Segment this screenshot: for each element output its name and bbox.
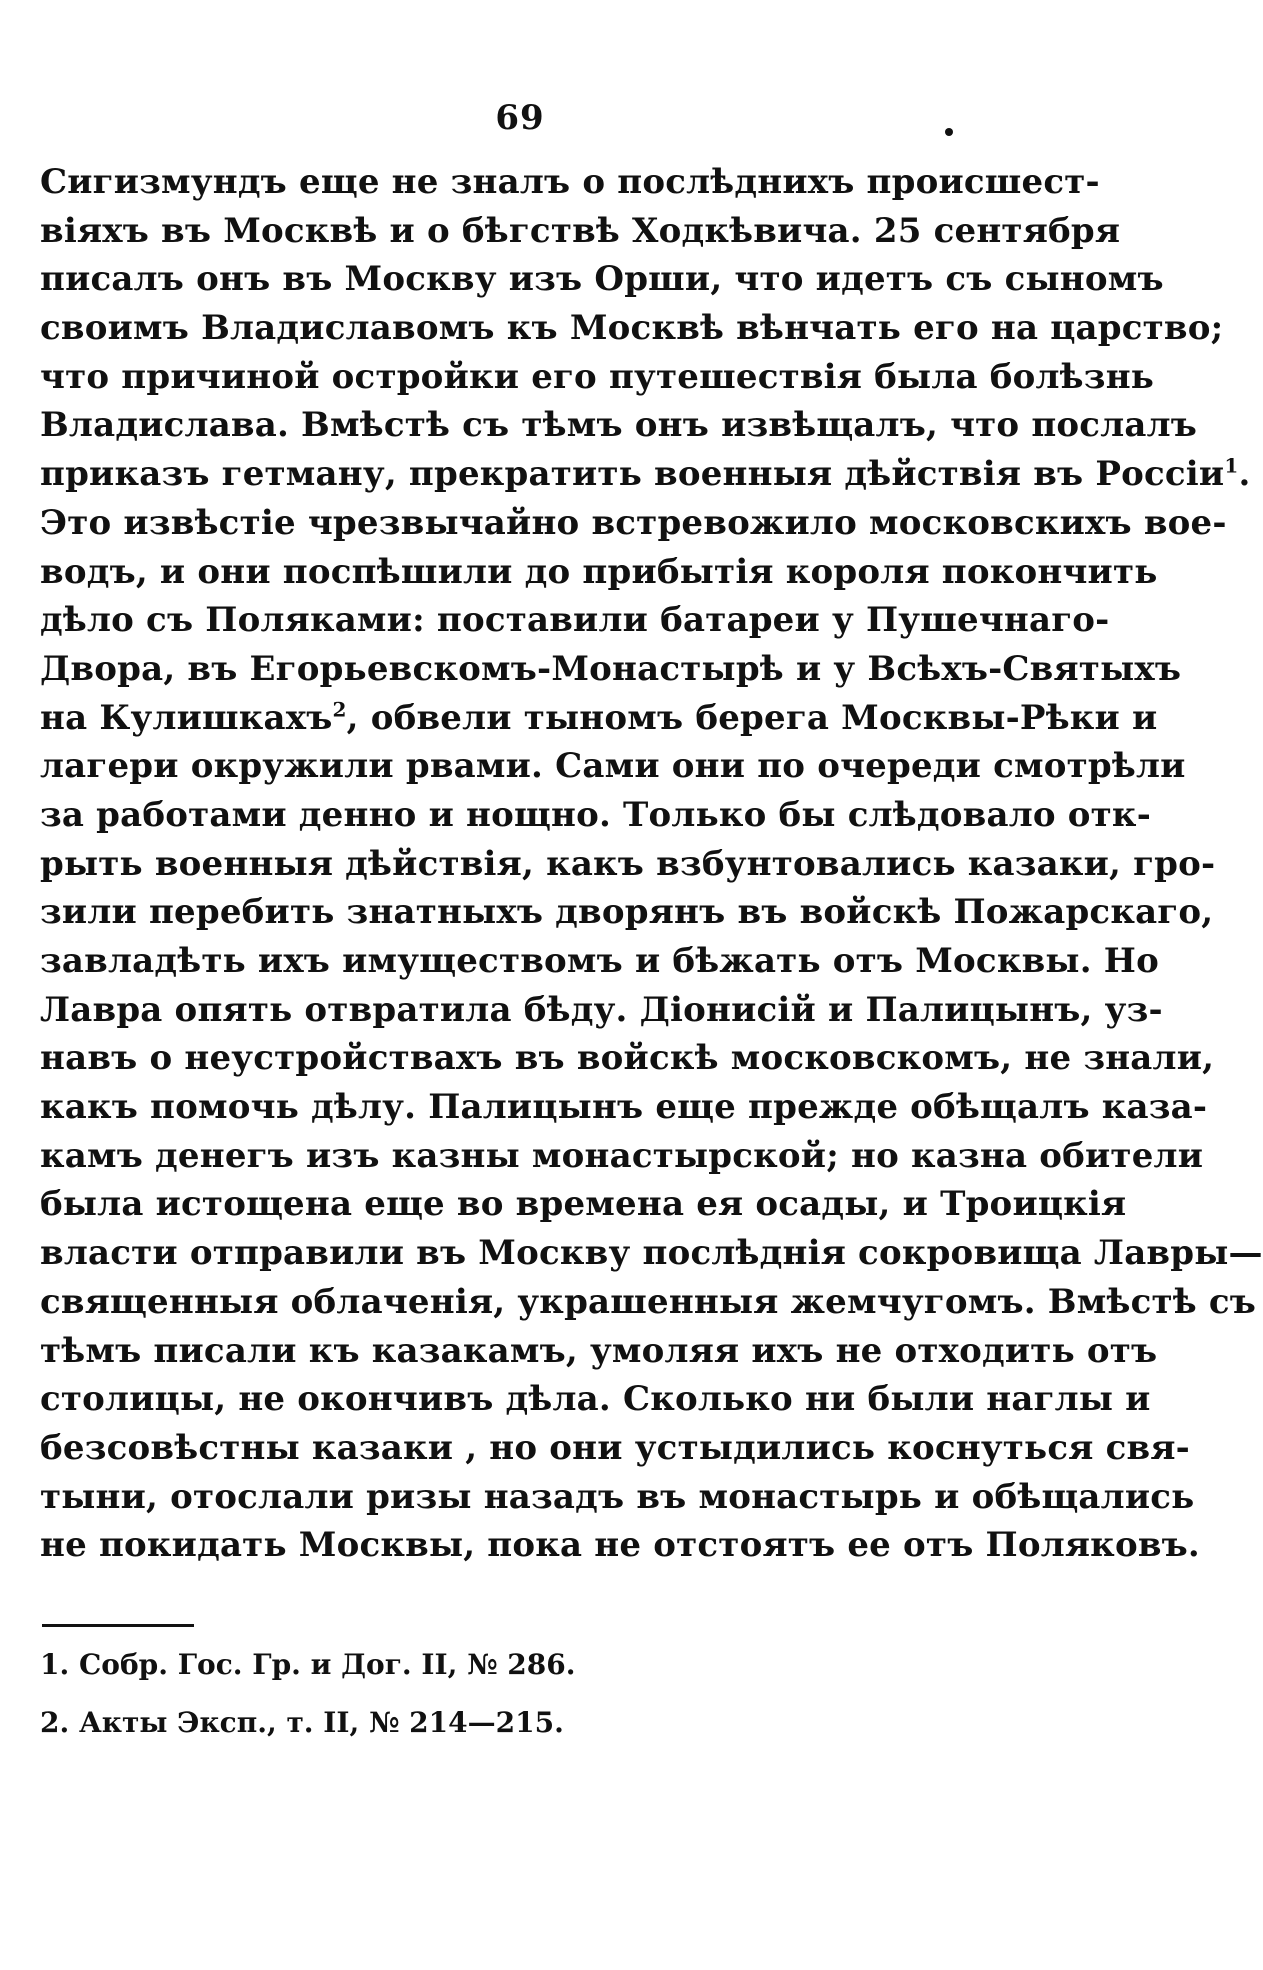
text-line: дѣло съ Поляками: поставили батареи у Пушечнаго- [40,600,1110,641]
text-line: какъ помочь дѣлу. Палицынъ еще прежде обѣщалъ каза- [40,1087,1208,1128]
text-line: тѣмъ писали къ казакамъ, умоляя ихъ не отходить отъ [40,1330,1158,1371]
text-line: священныя облаченія, украшенныя жемчугомъ. Вмѣстѣ съ [40,1281,1257,1322]
footnote-marker-2: 2 [332,697,347,722]
text-line-tail: , обвели тыномъ берега Москвы-Рѣки и [346,697,1158,738]
text-line: что причиной остройки его путешествія была болѣзнь [40,356,1155,397]
text-line: была истощена еще во времена ея осады, и Троицкія [40,1184,1127,1225]
text-line-body: приказъ гетману, прекратить военныя дѣйствія въ Россіи [40,454,1225,495]
page-number: 69 [495,98,545,138]
text-line: столицы, не окончивъ дѣла. Сколько ни были наглы и [40,1379,1151,1420]
text-line: Лавра опять отвратила бѣду. Діонисій и Палицынъ, уз- [40,989,1163,1030]
text-line: рыть военныя дѣйствія, какъ взбунтовались казаки, гро- [40,843,1216,884]
text-line: віяхъ въ Москвѣ и о бѣгствѣ Ходкѣвича. 25 сентября [40,210,1121,251]
text-line: безсовѣстны казаки , но они устыдились коснуться свя- [40,1427,1190,1468]
print-mark-dot [945,128,953,136]
text-line: Двора, въ Егорьевскомъ-Монастырѣ и у Всѣхъ-Святыхъ [40,648,1182,689]
text-line: писалъ онъ въ Москву изъ Орши, что идетъ съ сыномъ [40,259,1164,300]
text-line: водъ, и они поспѣшили до прибытія короля покончить [40,551,1158,592]
text-line: Владислава. Вмѣстѣ съ тѣмъ онъ извѣщалъ, что послалъ [40,405,1198,446]
text-line: за работами денно и нощно. Только бы слѣдовало отк- [40,794,1151,835]
text-line: Сигизмундъ еще не зналъ о послѣднихъ происшест- [40,162,1100,202]
text-line: лагери окружили рвами. Сами они по очереди смотрѣли [40,746,1186,787]
footnote-2: 2. Акты Эксп., т. II, № 214—215. [40,1706,564,1739]
footnote-1: 1. Собр. Гос. Гр. и Дог. II, № 286. [40,1648,576,1681]
footnote-marker-1: 1 [1224,453,1239,478]
text-line-with-footnote: приказъ гетману, прекратить военныя дѣйствія въ Россіи$^1$. [40,453,1251,495]
main-text [40,158,1263,1570]
text-line: Это извѣстіе чрезвычайно встревожило московскихъ вое- [40,502,1227,543]
text-line: камъ денегъ изъ казны монастырской; но казна обители [40,1135,1204,1176]
footnote-divider [42,1624,194,1627]
text-line: зили перебить знатныхъ дворянъ въ войскѣ Пожарскаго, [40,892,1214,933]
text-line: тыни, отослали ризы назадъ въ монастырь и обѣщались [40,1476,1195,1517]
text-line: своимъ Владиславомъ къ Москвѣ вѣнчать его на царство; [40,308,1224,349]
text-line-last: не покидать Москвы, пока не отстоятъ ее отъ Поляковъ. [40,1525,1200,1566]
text-line-with-footnote [40,694,1158,743]
text-line-body: на Кулишкахъ [40,697,333,738]
text-line: завладѣть ихъ имуществомъ и бѣжать отъ Москвы. Но [40,941,1159,981]
footnotes [40,1636,940,1752]
text-line: власти отправили въ Москву послѣднія сокровища Лавры— [40,1233,1263,1274]
text-line: навъ о неустройствахъ въ войскѣ московскомъ, не знали, [40,1038,1215,1079]
